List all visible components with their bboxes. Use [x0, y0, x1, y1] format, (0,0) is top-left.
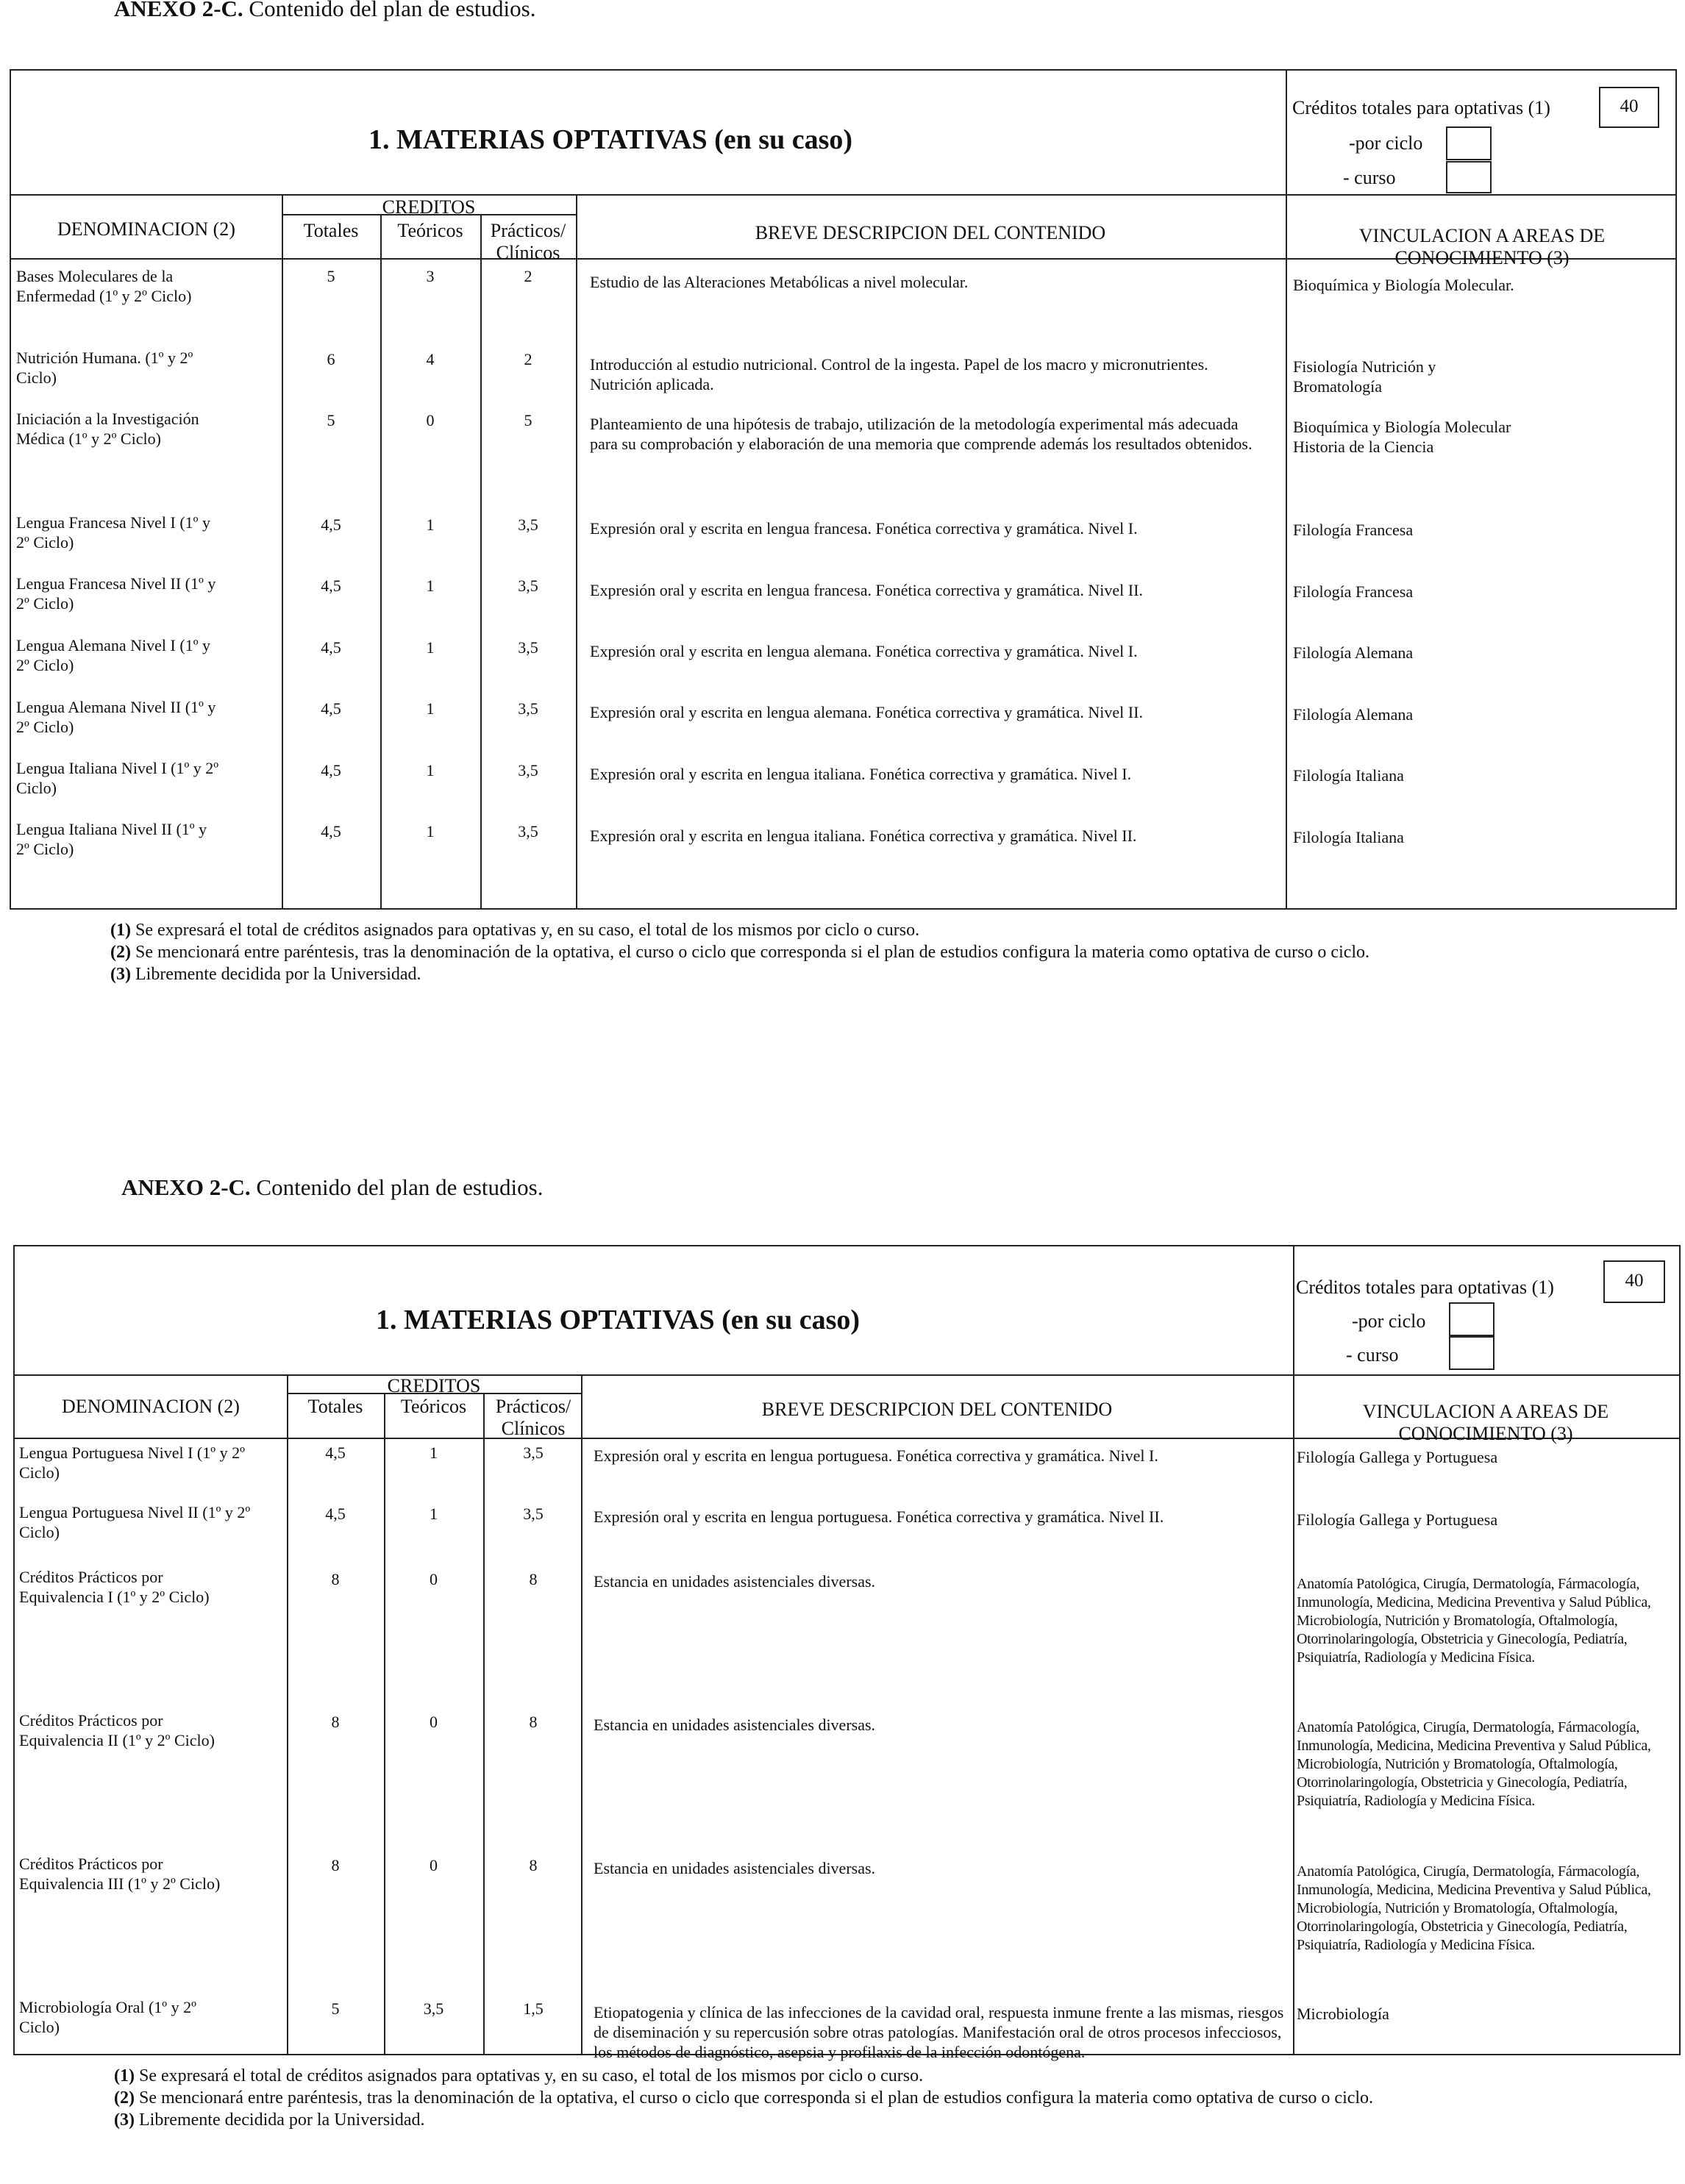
- col-creditos: CREDITOS: [387, 1375, 481, 1396]
- row-totales: 4,5: [321, 515, 341, 534]
- row-teoricos: 1: [426, 577, 435, 595]
- row-totales: 4,5: [325, 1443, 346, 1462]
- row-practicos: 3,5: [518, 577, 538, 595]
- row-name: Créditos Prácticos por Equivalencia II (1º y 2º Ciclo): [19, 1711, 215, 1749]
- row-areas: Filología Alemana: [1293, 705, 1414, 724]
- row-areas: Bioquímica y Biología Molecular.: [1293, 276, 1514, 294]
- row-teoricos: 1: [426, 638, 435, 657]
- col-descripcion: BREVE DESCRIPCION DEL CONTENIDO: [755, 222, 1106, 243]
- col-practicos: Prácticos/ Clínicos: [495, 1396, 571, 1439]
- row-practicos: 1,5: [523, 1999, 544, 2018]
- row-descripcion: Planteamiento de una hipótesis de trabajo, utilización de la metodología experimental más adecuada para su comprobación y elaboración de una memoria que comprende además los resultados obtenidos.: [590, 415, 1253, 453]
- row-descripcion: Expresión oral y escrita en lengua italiana. Fonética correctiva y gramática. Nivel I.: [590, 765, 1132, 783]
- row-totales: 4,5: [321, 761, 341, 779]
- footnote: (3) Libremente decidida por la Universidad.: [110, 965, 421, 984]
- footnote: (2) Se mencionará entre paréntesis, tras la denominación de la optativa, el curso o ciclo que corresponda si el plan de estudios configura la materia como optativa de curso o ciclo.: [110, 943, 1370, 962]
- row-teoricos: 1: [430, 1443, 438, 1462]
- row-practicos: 3,5: [518, 822, 538, 841]
- page-1: [0, 0, 1685, 1088]
- row-teoricos: 1: [426, 822, 435, 841]
- row-name: Iniciación a la Investigación Médica (1º y 2º Ciclo): [16, 410, 199, 448]
- col-teoricos: Teóricos: [400, 1396, 467, 1417]
- row-descripcion: Introducción al estudio nutricional. Control de la ingesta. Papel de los macro y micronutrientes. Nutrición aplicada.: [590, 355, 1208, 393]
- row-descripcion: Expresión oral y escrita en lengua portuguesa. Fonética correctiva y gramática. Nivel II.: [594, 1507, 1164, 1526]
- row-totales: 5: [327, 411, 335, 429]
- row-descripcion: Estancia en unidades asistenciales diversas.: [594, 1716, 876, 1734]
- row-name: Nutrición Humana. (1º y 2º Ciclo): [16, 349, 193, 387]
- footnote: (1) Se expresará el total de créditos asignados para optativas y, en su caso, el total de los mismos por ciclo o curso.: [114, 2066, 924, 2085]
- row-areas: Filología Gallega y Portuguesa: [1297, 1510, 1498, 1529]
- row-descripcion: Expresión oral y escrita en lengua francesa. Fonética correctiva y gramática. Nivel I.: [590, 519, 1138, 538]
- row-teoricos: 4: [426, 350, 435, 368]
- row-areas: Anatomía Patológica, Cirugía, Dermatología, Fármacología, Inmunología, Medicina, Medicina Preventiva y Salud Pública, Microbiología, Nutrición y Bromatología, Oftalmología, Otorrinolaringología, Obstetricia y Ginecología, Pediatría, Psiquiatría, Radiología y Medicina Física.: [1297, 1863, 1651, 1953]
- row-teoricos: 1: [426, 515, 435, 534]
- row-areas: Filología Italiana: [1293, 828, 1404, 846]
- footnote: (2) Se mencionará entre paréntesis, tras la denominación de la optativa, el curso o ciclo que corresponda si el plan de estudios configura la materia como optativa de curso o ciclo.: [114, 2088, 1374, 2108]
- row-practicos: 8: [529, 1713, 538, 1731]
- row-teoricos: 0: [430, 1856, 438, 1874]
- row-teoricos: 0: [426, 411, 435, 429]
- curso-box: [1449, 1336, 1495, 1370]
- curso-label: - curso: [1346, 1344, 1399, 1366]
- page-header: ANEXO 2-C. Contenido del plan de estudios.: [121, 1174, 544, 1200]
- curso-label: - curso: [1343, 167, 1396, 188]
- row-totales: 8: [331, 1856, 340, 1874]
- row-totales: 4,5: [321, 822, 341, 841]
- row-descripcion: Etiopatogenia y clínica de las infecciones de la cavidad oral, respuesta inmune frente a las mismas, riesgos de diseminación y su repercusión sobre otras patologías. Manifestación oral de otros procesos infecciosos, los métodos de diagnóstico, asepsia y profilaxis de la infección odontógena.: [594, 2003, 1284, 2061]
- col-vinculacion: VINCULACION A AREAS DE CONOCIMIENTO (3): [1362, 1401, 1609, 1444]
- row-totales: 6: [327, 350, 335, 368]
- page-header: ANEXO 2-C. Contenido del plan de estudios.: [114, 0, 536, 21]
- row-teoricos: 1: [426, 761, 435, 779]
- row-areas: Filología Gallega y Portuguesa: [1297, 1448, 1498, 1466]
- row-descripcion: Estudio de las Alteraciones Metabólicas a nivel molecular.: [590, 273, 969, 291]
- row-totales: 4,5: [321, 577, 341, 595]
- por-ciclo-label: -por ciclo: [1349, 132, 1423, 154]
- row-areas: Fisiología Nutrición y Bromatología: [1293, 357, 1436, 396]
- row-descripcion: Expresión oral y escrita en lengua portuguesa. Fonética correctiva y gramática. Nivel I.: [594, 1446, 1158, 1465]
- footnotes: [110, 919, 1611, 985]
- total-credits-box: 40: [1599, 87, 1659, 128]
- row-teoricos: 1: [426, 699, 435, 718]
- row-practicos: 5: [524, 411, 532, 429]
- row-totales: 8: [331, 1570, 340, 1588]
- row-name: Lengua Portuguesa Nivel I (1º y 2º Ciclo): [19, 1443, 245, 1482]
- row-practicos: 3,5: [518, 638, 538, 657]
- row-practicos: 3,5: [523, 1505, 544, 1523]
- row-areas: Filología Francesa: [1293, 521, 1414, 539]
- row-teoricos: 3,5: [423, 1999, 444, 2018]
- por-ciclo-box: [1449, 1302, 1495, 1336]
- col-practicos: Prácticos/ Clínicos: [490, 220, 566, 263]
- col-denominacion: DENOMINACION (2): [57, 218, 235, 240]
- row-practicos: 3,5: [518, 515, 538, 534]
- col-vinculacion: VINCULACION A AREAS DE CONOCIMIENTO (3): [1358, 225, 1606, 268]
- total-credits-box: 40: [1603, 1260, 1665, 1303]
- row-areas: Anatomía Patológica, Cirugía, Dermatología, Fármacología, Inmunología, Medicina, Medicina Preventiva y Salud Pública, Microbiología, Nutrición y Bromatología, Oftalmología, Otorrinolaringología, Obstetricia y Ginecología, Pediatría, Psiquiatría, Radiología y Medicina Física.: [1297, 1576, 1651, 1666]
- row-practicos: 3,5: [523, 1443, 544, 1462]
- total-credits-label: Créditos totales para optativas (1): [1292, 97, 1550, 118]
- row-areas: Filología Francesa: [1293, 582, 1414, 601]
- row-totales: 4,5: [325, 1505, 346, 1523]
- section-title: 1. MATERIAS OPTATIVAS (en su caso): [368, 124, 853, 155]
- row-descripcion: Expresión oral y escrita en lengua italiana. Fonética correctiva y gramática. Nivel II.: [590, 827, 1137, 845]
- row-descripcion: Expresión oral y escrita en lengua alemana. Fonética correctiva y gramática. Nivel I.: [590, 642, 1138, 660]
- por-ciclo-label: -por ciclo: [1352, 1310, 1426, 1332]
- footnotes: [114, 2065, 1614, 2131]
- section-title: 1. MATERIAS OPTATIVAS (en su caso): [375, 1305, 861, 1335]
- row-teoricos: 0: [430, 1713, 438, 1731]
- row-areas: Anatomía Patológica, Cirugía, Dermatología, Fármacología, Inmunología, Medicina, Medicina Preventiva y Salud Pública, Microbiología, Nutrición y Bromatología, Oftalmología, Otorrinolaringología, Obstetricia y Ginecología, Pediatría, Psiquiatría, Radiología y Medicina Física.: [1297, 1719, 1651, 1809]
- row-totales: 8: [331, 1713, 340, 1731]
- por-ciclo-box: [1446, 126, 1492, 160]
- col-denominacion: DENOMINACION (2): [62, 1396, 240, 1417]
- row-name: Lengua Alemana Nivel II (1º y 2º Ciclo): [16, 698, 216, 736]
- row-areas: Microbiología: [1297, 2005, 1389, 2023]
- row-name: Créditos Prácticos por Equivalencia I (1º y 2º Ciclo): [19, 1568, 210, 1606]
- row-name: Créditos Prácticos por Equivalencia III (1º y 2º Ciclo): [19, 1855, 221, 1893]
- row-name: Lengua Francesa Nivel I (1º y 2º Ciclo): [16, 513, 210, 552]
- row-name: Microbiología Oral (1º y 2º Ciclo): [19, 1998, 196, 2036]
- row-descripcion: Estancia en unidades asistenciales diversas.: [594, 1859, 876, 1877]
- row-practicos: 2: [524, 267, 532, 285]
- row-teoricos: 0: [430, 1570, 438, 1588]
- row-areas: Filología Alemana: [1293, 643, 1414, 662]
- row-practicos: 2: [524, 350, 532, 368]
- row-totales: 4,5: [321, 699, 341, 718]
- footnote: (1) Se expresará el total de créditos asignados para optativas y, en su caso, el total de los mismos por ciclo o curso.: [110, 921, 920, 940]
- row-areas: Filología Italiana: [1293, 766, 1404, 785]
- row-practicos: 3,5: [518, 699, 538, 718]
- row-name: Lengua Italiana Nivel II (1º y 2º Ciclo): [16, 820, 207, 858]
- row-descripcion: Expresión oral y escrita en lengua alemana. Fonética correctiva y gramática. Nivel II.: [590, 703, 1143, 721]
- row-practicos: 3,5: [518, 761, 538, 779]
- row-areas: Bioquímica y Biología Molecular Historia de la Ciencia: [1293, 418, 1511, 456]
- row-descripcion: Estancia en unidades asistenciales diversas.: [594, 1572, 876, 1591]
- col-creditos: CREDITOS: [382, 196, 476, 218]
- col-descripcion: BREVE DESCRIPCION DEL CONTENIDO: [761, 1399, 1113, 1420]
- page-2: [0, 1162, 1685, 2184]
- total-credits-label: Créditos totales para optativas (1): [1296, 1277, 1554, 1298]
- row-teoricos: 3: [426, 267, 435, 285]
- col-totales: Totales: [307, 1396, 363, 1417]
- row-totales: 5: [327, 267, 335, 285]
- row-practicos: 8: [529, 1570, 538, 1588]
- row-name: Lengua Alemana Nivel I (1º y 2º Ciclo): [16, 636, 211, 674]
- row-name: Lengua Francesa Nivel II (1º y 2º Ciclo): [16, 574, 216, 613]
- col-teoricos: Teóricos: [397, 220, 463, 241]
- row-name: Bases Moleculares de la Enfermedad (1º y 2º Ciclo): [16, 267, 192, 305]
- row-totales: 5: [331, 1999, 340, 2018]
- footnote: (3) Libremente decidida por la Universidad.: [114, 2110, 425, 2130]
- row-teoricos: 1: [430, 1505, 438, 1523]
- row-practicos: 8: [529, 1856, 538, 1874]
- row-name: Lengua Italiana Nivel I (1º y 2º Ciclo): [16, 759, 219, 797]
- row-name: Lengua Portuguesa Nivel II (1º y 2º Ciclo): [19, 1503, 251, 1541]
- col-totales: Totales: [303, 220, 359, 241]
- row-totales: 4,5: [321, 638, 341, 657]
- row-descripcion: Expresión oral y escrita en lengua francesa. Fonética correctiva y gramática. Nivel II.: [590, 581, 1143, 599]
- curso-box: [1446, 161, 1492, 193]
